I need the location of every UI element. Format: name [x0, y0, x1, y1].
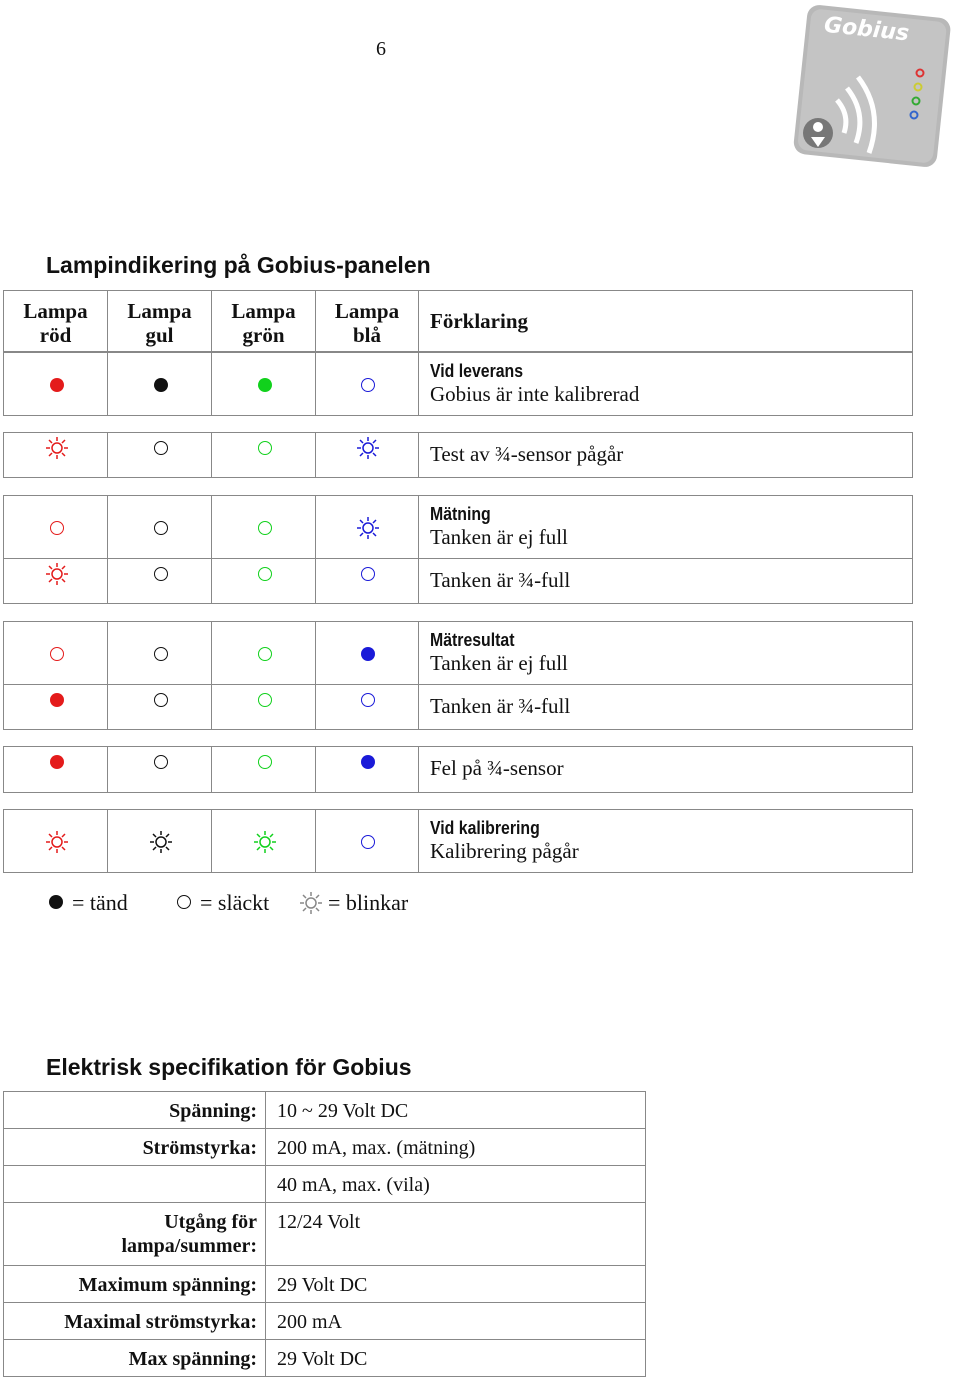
explanation-text: Tanken är ej full [430, 651, 568, 675]
yellow-lamp-off-icon [154, 755, 168, 769]
lamp-cell-green [211, 746, 316, 793]
spec-row [3, 1202, 646, 1266]
lamp-cell-red [3, 684, 108, 730]
spec-label [4, 1166, 266, 1202]
lamp-cell-red [3, 558, 108, 604]
spec-label: Spänning: [4, 1092, 266, 1128]
explanation-cell [418, 684, 913, 730]
lamp-cell-green [211, 809, 316, 873]
page-number: 6 [376, 38, 386, 60]
spec-label: Strömstyrka: [4, 1129, 266, 1165]
green-lamp-off-icon [258, 693, 272, 707]
spec-value: 10 ~ 29 Volt DC [277, 1100, 409, 1122]
lamp-cell-yellow [107, 352, 212, 416]
lamp-cell-blue [315, 558, 419, 604]
explanation-cell [418, 809, 913, 873]
lamp-row [3, 809, 913, 873]
spec-label: Max spänning: [4, 1340, 266, 1376]
blue-lamp-off-icon [361, 693, 375, 707]
green-lamp-off-icon [258, 567, 272, 581]
spec-row [3, 1302, 646, 1340]
header-green-line2: grön [242, 323, 285, 347]
green-lamp-blinking-icon [254, 831, 276, 853]
explanation-cell [418, 621, 913, 685]
lamp-cell-yellow [107, 558, 212, 604]
lamp-cell-yellow [107, 495, 212, 559]
explanation-text: Tanken är ej full [430, 525, 568, 549]
header-blue [315, 290, 419, 352]
lamp-cell-yellow [107, 684, 212, 730]
lamp-cell-blue [315, 621, 419, 685]
legend-on-icon [49, 895, 63, 909]
logo-brand: Gobius [822, 12, 911, 47]
blue-lamp-blinking-icon [357, 517, 379, 539]
lamp-cell-yellow [107, 809, 212, 873]
green-lamp-on-icon [258, 378, 272, 392]
blue-lamp-on-icon [361, 647, 375, 661]
lamp-cell-blue [315, 432, 419, 478]
red-lamp-on-icon [50, 378, 64, 392]
blue-lamp-on-icon [361, 755, 375, 769]
lamp-row [3, 684, 913, 730]
lamp-cell-yellow [107, 621, 212, 685]
lamp-cell-blue [315, 684, 419, 730]
yellow-lamp-off-icon [154, 647, 168, 661]
lamp-cell-blue [315, 809, 419, 873]
spec-row [3, 1339, 646, 1377]
lamp-cell-blue [315, 352, 419, 416]
lamp-row [3, 495, 913, 559]
blue-lamp-blinking-icon [357, 437, 379, 459]
header-green [211, 290, 316, 352]
header-green-line1: Lampa [231, 299, 296, 323]
lamp-cell-red [3, 352, 108, 416]
spec-value: 200 mA, max. (mätning) [277, 1137, 476, 1159]
yellow-lamp-off-icon [154, 693, 168, 707]
lamp-cell-red [3, 809, 108, 873]
spec-row [3, 1128, 646, 1166]
explanation-cell [418, 495, 913, 559]
spec-label-line1: Utgång för [164, 1211, 257, 1233]
spec-value: 29 Volt DC [277, 1274, 368, 1296]
explanation-cell [418, 558, 913, 604]
lamp-row [3, 352, 913, 416]
yellow-lamp-off-icon [154, 521, 168, 535]
explanation-cell [418, 746, 913, 793]
header-red-line2: röd [39, 323, 72, 347]
header-red [3, 290, 108, 352]
legend-on-label: = tänd [72, 890, 128, 915]
spec-value: 12/24 Volt [277, 1211, 361, 1233]
spec-label: Maximal strömstyrka: [4, 1303, 266, 1339]
red-lamp-blinking-icon [46, 563, 68, 585]
legend-off-label: = släckt [200, 890, 270, 915]
gobius-logo [792, 5, 952, 169]
header-blue-line1: Lampa [334, 299, 400, 323]
lamp-cell-blue [315, 746, 419, 793]
lamp-cell-yellow [107, 432, 212, 478]
spec-label-line2: lampa/summer: [121, 1235, 257, 1257]
explanation-cell [418, 432, 913, 478]
green-lamp-off-icon [258, 441, 272, 455]
spec-value: 29 Volt DC [277, 1348, 368, 1370]
explanation-title: Vid kalibrering [430, 818, 540, 838]
lamp-table-header [3, 290, 913, 352]
explanation-text: Tanken är ¾-full [430, 568, 571, 592]
spec-value: 40 mA, max. (vila) [277, 1174, 430, 1196]
header-yellow [107, 290, 212, 352]
red-lamp-off-icon [50, 647, 64, 661]
lamp-cell-green [211, 352, 316, 416]
header-explanation: Förklaring [418, 290, 913, 352]
lamp-cell-red [3, 495, 108, 559]
lamp-cell-green [211, 684, 316, 730]
explanation-cell [418, 352, 913, 416]
explanation-text: Fel på ¾-sensor [430, 756, 564, 780]
lamp-row [3, 558, 913, 604]
explanation-title: Mätning [430, 504, 491, 524]
lamp-cell-blue [315, 495, 419, 559]
lamp-cell-yellow [107, 746, 212, 793]
yellow-lamp-on-icon [154, 378, 168, 392]
lamp-section-title: Lampindikering på Gobius-panelen [46, 252, 431, 278]
explanation-title: Mätresultat [430, 630, 515, 650]
lamp-cell-green [211, 558, 316, 604]
yellow-lamp-off-icon [154, 567, 168, 581]
legend-blink-label: = blinkar [328, 890, 409, 915]
spec-value: 200 mA [277, 1311, 342, 1333]
header-blue-line2: blå [352, 323, 381, 347]
spec-label [4, 1203, 266, 1265]
spec-label: Maximum spänning: [4, 1266, 266, 1302]
legend-off-icon [177, 895, 191, 909]
spec-row [3, 1165, 646, 1203]
yellow-lamp-off-icon [154, 441, 168, 455]
lamp-cell-red [3, 621, 108, 685]
spec-section-title: Elektrisk specifikation för Gobius [46, 1054, 412, 1080]
red-lamp-blinking-icon [46, 437, 68, 459]
header-red-line1: Lampa [23, 299, 88, 323]
yellow-lamp-blinking-icon [150, 831, 172, 853]
header-yellow-line1: Lampa [127, 299, 192, 323]
red-lamp-on-icon [50, 693, 64, 707]
red-lamp-off-icon [50, 521, 64, 535]
green-lamp-off-icon [258, 521, 272, 535]
spec-row [3, 1265, 646, 1303]
red-lamp-on-icon [50, 755, 64, 769]
blue-lamp-off-icon [361, 378, 375, 392]
lamp-cell-green [211, 432, 316, 478]
lamp-cell-red [3, 432, 108, 478]
explanation-title: Vid leverans [430, 361, 524, 381]
explanation-text: Gobius är inte kalibrerad [430, 382, 640, 406]
lamp-row [3, 621, 913, 685]
explanation-text: Test av ¾-sensor pågår [430, 442, 624, 466]
lamp-cell-green [211, 621, 316, 685]
legend-blink-icon [300, 892, 322, 914]
lamp-cell-red [3, 746, 108, 793]
lamp-row [3, 746, 913, 793]
lamp-row [3, 432, 913, 478]
lamp-cell-green [211, 495, 316, 559]
explanation-text: Tanken är ¾-full [430, 694, 571, 718]
blue-lamp-off-icon [361, 835, 375, 849]
green-lamp-off-icon [258, 755, 272, 769]
explanation-text: Kalibrering pågår [430, 839, 579, 863]
header-yellow-line2: gul [145, 323, 174, 347]
spec-row [3, 1091, 646, 1129]
red-lamp-blinking-icon [46, 831, 68, 853]
green-lamp-off-icon [258, 647, 272, 661]
blue-lamp-off-icon [361, 567, 375, 581]
